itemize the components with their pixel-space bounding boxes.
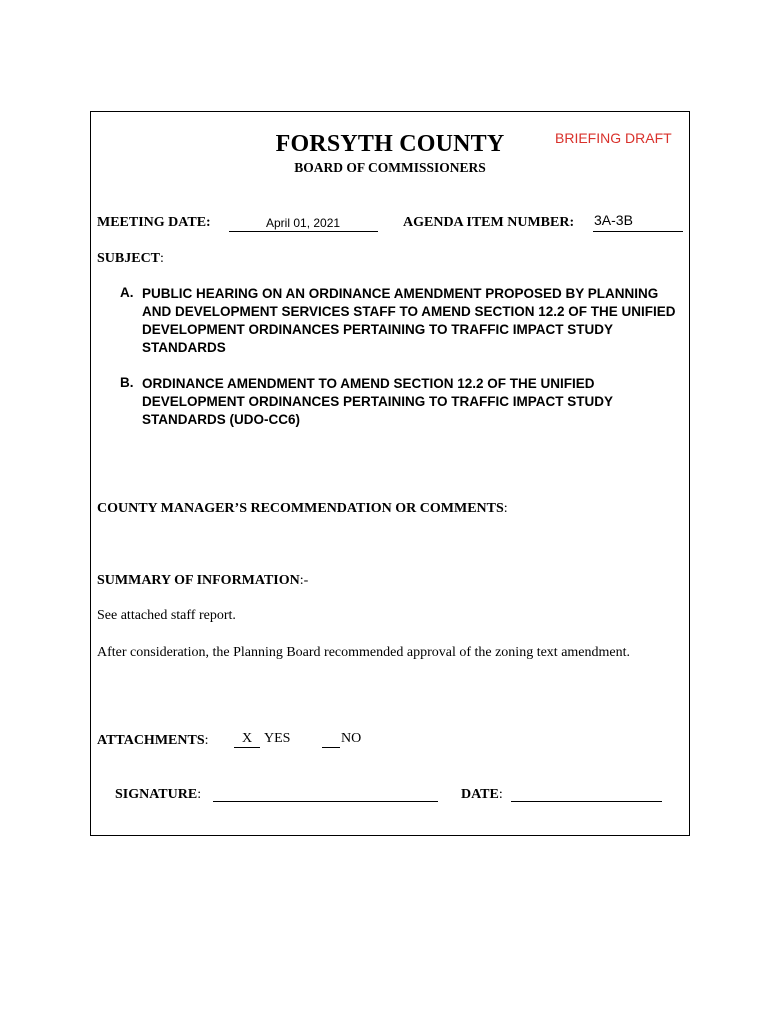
subject-heading <box>97 249 164 267</box>
manager-comments-label: COUNTY MANAGER’S RECOMMENDATION OR COMMENTS <box>97 501 504 516</box>
attachments-yes-mark: X <box>234 731 260 748</box>
signature-line <box>213 785 438 802</box>
subject-label: SUBJECT <box>97 251 161 266</box>
signature-date-label: DATE <box>461 787 499 802</box>
attachments-heading <box>97 731 209 749</box>
agenda-item-field <box>593 212 683 232</box>
manager-comments-heading <box>97 499 508 517</box>
summary-heading <box>97 571 308 589</box>
attachments-colon: : <box>204 733 209 748</box>
attachments-no-label: NO <box>341 731 362 746</box>
subject-item-letter: B. <box>120 375 134 390</box>
subject-item-letter: A. <box>120 285 134 300</box>
summary-label: SUMMARY OF INFORMATION <box>97 573 300 588</box>
agenda-item-value: 3A-3B <box>594 212 633 228</box>
document-title <box>0 131 770 158</box>
document-subtitle <box>0 160 770 176</box>
subject-item-text: ORDINANCE AMENDMENT TO AMEND SECTION 12.2 OF THE UNIFIED DEVELOPMENT ORDINANCES PERTAINING TO TRAFFIC IMPACT STUDY STANDARDS (UDO-CC6) <box>142 376 613 427</box>
signature-colon: : <box>197 787 202 802</box>
manager-comments-colon: : <box>503 501 508 516</box>
signature-date-heading <box>461 785 503 803</box>
summary-paragraph: After consideration, the Planning Board recommended approval of the zoning text amendment. <box>97 645 631 660</box>
summary-paragraph: See attached staff report. <box>97 608 236 623</box>
subject-item-text: PUBLIC HEARING ON AN ORDINANCE AMENDMENT PROPOSED BY PLANNING AND DEVELOPMENT SERVICES STAFF TO AMEND SECTION 12.2 OF THE UNIFIED DEVELOPMENT ORDINANCES PERTAINING TO TRAFFIC IMPACT STUDY STANDARDS <box>142 286 676 355</box>
attachments-label: ATTACHMENTS <box>97 733 205 748</box>
attachments-yes-label: YES <box>264 731 291 746</box>
meeting-date-label: MEETING DATE: <box>97 215 211 230</box>
meeting-date-field <box>229 215 378 232</box>
signature-label: SIGNATURE <box>115 787 198 802</box>
title-text: FORSYTH COUNTY <box>275 131 505 157</box>
signature-date-line <box>511 785 662 802</box>
subject-colon: : <box>160 251 164 266</box>
summary-suffix: :- <box>299 573 309 588</box>
agenda-item-label: AGENDA ITEM NUMBER: <box>403 215 575 230</box>
attachments-no-mark <box>322 731 340 748</box>
signature-date-colon: : <box>498 787 503 802</box>
briefing-draft-stamp: BRIEFING DRAFT <box>555 130 672 146</box>
meeting-date-value: April 01, 2021 <box>266 216 341 230</box>
subtitle-text: BOARD OF COMMISSIONERS <box>294 160 486 175</box>
signature-heading <box>115 785 201 803</box>
